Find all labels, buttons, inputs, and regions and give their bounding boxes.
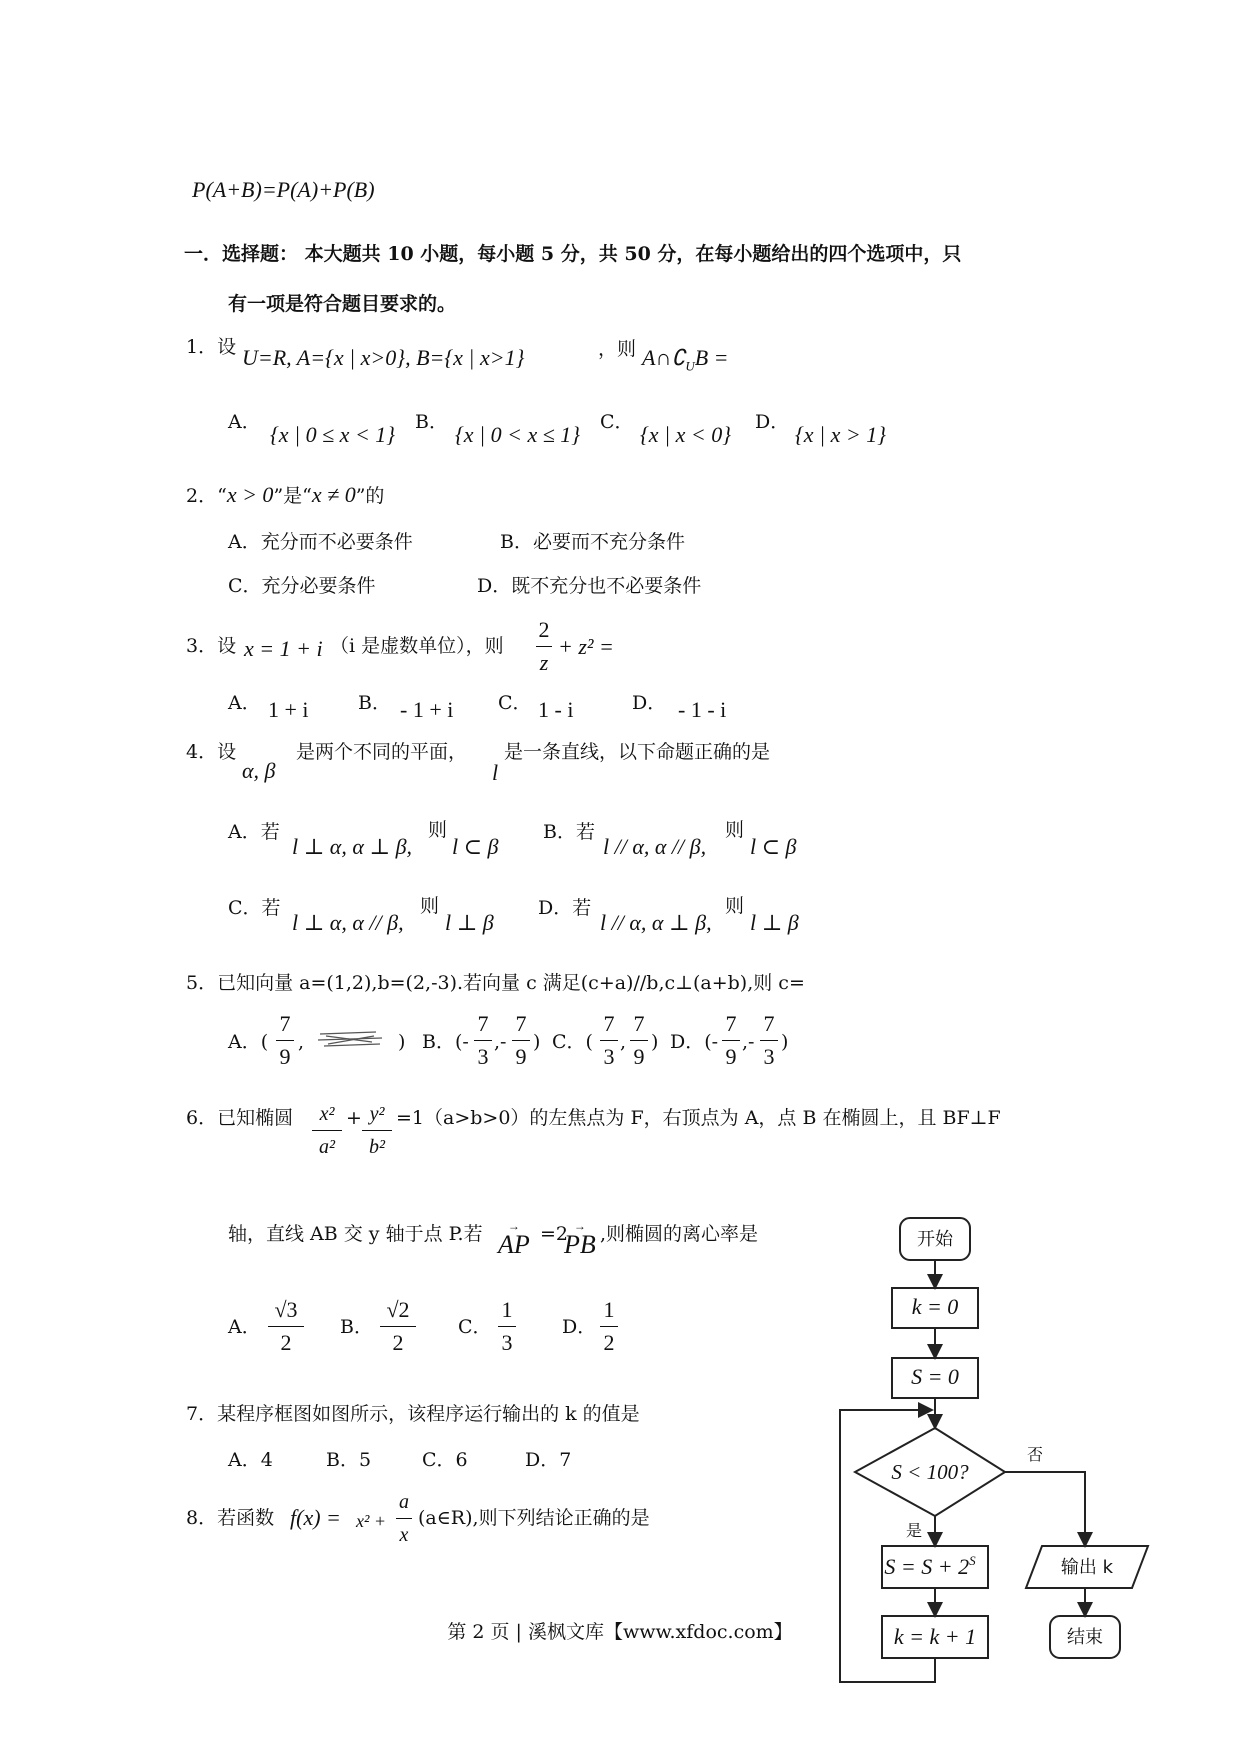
q5-b-n2: 7 [515, 1011, 527, 1036]
q3-paren-text: （i 是虚数单位），则 [330, 635, 504, 657]
q3-tail: + z² = [558, 634, 614, 659]
q1-option-c-label: C． [600, 411, 634, 433]
q6-plus: + [346, 1107, 362, 1129]
q5-a-num: 7 [279, 1011, 291, 1036]
q3-fraction [536, 616, 552, 677]
q4-option-a-concl: l ⊂ β [452, 834, 499, 859]
q6-option-b-label: B． [340, 1316, 373, 1338]
q5-c-bar2 [630, 1040, 648, 1041]
q2-option-b: B．必要而不充分条件 [500, 531, 685, 553]
q4-prefix: 4．设 [186, 741, 237, 763]
q2-mid: ”是“ [273, 485, 312, 507]
q5-b-mid: ,- [494, 1031, 507, 1053]
q5-a-label: A．( [228, 1031, 269, 1053]
page-footer: 第 2 页 | 溪枫文库【www.xfdoc.com】 [447, 1621, 793, 1643]
q1-intersection [642, 345, 729, 374]
q5-a-comma: , [298, 1031, 305, 1053]
q5-c-d1: 3 [603, 1044, 615, 1069]
q5-d-n1: 7 [725, 1011, 737, 1036]
q5-a-scribble [316, 1028, 386, 1052]
section-heading-line2: 有一项是符合题目要求的。 [228, 293, 457, 315]
q5-b-bar2 [512, 1040, 530, 1041]
q2-option-d: D．既不充分也不必要条件 [477, 575, 702, 597]
q6-vector-pb [564, 1219, 596, 1260]
q5-a-bar [276, 1040, 294, 1041]
q3-prefix: 3．设 [186, 635, 237, 657]
q7-question: 7．某程序框图如图所示，该程序运行输出的 k 的值是 [186, 1403, 640, 1425]
q8-fx: f(x) = [290, 1505, 341, 1530]
q1-option-a: {x | 0 ≤ x < 1} [270, 422, 396, 447]
q5-b-frac2 [512, 1010, 530, 1071]
q3-option-b-label: B． [358, 692, 391, 714]
q6-eq: =2 [540, 1223, 569, 1245]
q2-option-c: C．充分必要条件 [228, 575, 376, 597]
q6-vec-pb-text: PB [564, 1230, 596, 1259]
q1-expr-b: B = [694, 345, 729, 370]
flow-update-s-sup: S [969, 1553, 976, 1568]
q6-vector-ap [498, 1219, 530, 1260]
q3-frac-den: z [539, 650, 549, 675]
q3-frac-bar [536, 646, 552, 647]
q4-option-b-cond: l // α, α // β, [603, 834, 707, 859]
q4-option-b-label: B．若 [543, 821, 595, 843]
q4-option-c-then: 则 [420, 895, 440, 917]
q1-option-a-label: A． [228, 411, 261, 433]
q5-d-frac2 [760, 1010, 778, 1071]
q5-d-mid: ,- [742, 1031, 755, 1053]
q2-expr1: x > 0 [226, 482, 274, 507]
q4-option-b-concl: l ⊂ β [750, 834, 797, 859]
flow-update-s-label [884, 1553, 976, 1579]
q6-option-c-label: C． [458, 1316, 492, 1338]
q7-option-d: D．7 [525, 1449, 572, 1471]
q4-option-a-then: 则 [428, 819, 448, 841]
q6-c-den: 3 [501, 1330, 513, 1355]
q1-option-d-label: D． [755, 411, 790, 433]
q7-option-c: C．6 [422, 1449, 468, 1471]
q1-option-d: {x | x > 1} [795, 422, 887, 447]
q5-d-n2: 7 [763, 1011, 775, 1036]
q6-line2b: ,则椭圆的离心率是 [600, 1223, 759, 1245]
q8-frac [396, 1488, 412, 1549]
q1-option-c: {x | x < 0} [640, 422, 732, 447]
q4-option-c-concl: l ⊥ β [445, 910, 494, 935]
q6-text: =1（a>b>0）的左焦点为 F，右顶点为 A，点 B 在椭圆上，且 BF⊥F [396, 1107, 1001, 1129]
q6-option-a-label: A． [228, 1316, 261, 1338]
q8-text: (a∈R),则下列结论正确的是 [418, 1507, 650, 1529]
flow-update-k-label: k = k + 1 [893, 1624, 977, 1649]
q3-option-d-label: D． [632, 692, 667, 714]
flow-k0-label: k = 0 [911, 1294, 959, 1319]
q5-d-close: ) [781, 1031, 789, 1053]
q5-c-close: ) [651, 1031, 659, 1053]
q8-frac-num: a [399, 1491, 409, 1513]
q6-frac-y-bar [362, 1130, 392, 1131]
section-heading-line1: 一．选择题： 本大题共 10 小题，每小题 5 分，共 50 分，在每小题给出的四个选项中，只 [184, 243, 962, 265]
q3-frac-num: 2 [538, 617, 550, 642]
q6-vec-arrow-1: → [507, 1219, 520, 1233]
q6-d-num: 1 [603, 1297, 615, 1322]
q5-c-d2: 9 [633, 1044, 645, 1069]
q6-frac-y-den: b² [369, 1136, 385, 1158]
q5-c-n1: 7 [603, 1011, 615, 1036]
q3-z-def: x = 1 + i [244, 636, 323, 661]
q5-c-n2: 7 [633, 1011, 645, 1036]
q5-c-frac2 [630, 1010, 648, 1071]
q4-option-b-then: 则 [725, 819, 745, 841]
q6-d-bar [600, 1326, 618, 1327]
q3-option-a: 1 + i [268, 697, 309, 722]
flow-end-label: 结束 [1067, 1627, 1103, 1648]
q4-option-d-then: 则 [725, 895, 745, 917]
flow-output-label: 输出 k [1060, 1557, 1114, 1578]
q5-d-bar2 [760, 1040, 778, 1041]
q4-option-d-label: D．若 [538, 897, 592, 919]
q5-question: 5．已知向量 a=(1,2),b=(2,-3).若向量 c 满足(c+a)//b,c⊥(a+b),则 c= [186, 972, 805, 994]
q1-option-b-label: B． [415, 411, 448, 433]
q6-option-d-label: D． [562, 1316, 597, 1338]
q5-b-d2: 9 [515, 1044, 527, 1069]
q2-line [186, 483, 384, 508]
q6-option-d-frac [600, 1296, 618, 1357]
q4-text2: 是一条直线，以下命题正确的是 [504, 741, 771, 763]
q5-b-bar1 [474, 1040, 492, 1041]
flow-start-label: 开始 [917, 1229, 953, 1250]
q8-prefix: 8．若函数 [186, 1507, 275, 1529]
q6-frac-x-den: a² [319, 1136, 335, 1158]
q5-d-label: D．(- [670, 1031, 719, 1053]
q5-d-frac1 [722, 1010, 740, 1071]
flow-s0-label: S = 0 [911, 1364, 959, 1389]
q4-option-d-cond: l // α, α ⊥ β, [600, 910, 712, 935]
q4-option-a-cond: l ⊥ α, α ⊥ β, [292, 834, 413, 859]
q5-c-bar1 [600, 1040, 618, 1041]
q5-a-frac [276, 1010, 294, 1071]
q6-frac-x-num: x² [319, 1103, 335, 1125]
q6-option-b-frac [380, 1296, 416, 1357]
q6-option-c-frac [498, 1296, 516, 1357]
q5-b-d1: 3 [477, 1044, 489, 1069]
q4-option-d-concl: l ⊥ β [750, 910, 799, 935]
q4-option-c-label: C．若 [228, 897, 281, 919]
q7-option-b: B．5 [326, 1449, 372, 1471]
q5-a-den: 9 [279, 1044, 291, 1069]
q6-b-num: √2 [386, 1297, 410, 1322]
q4-option-c-cond: l ⊥ α, α // β, [292, 910, 404, 935]
flow-yes-label: 是 [905, 1521, 923, 1540]
q5-b-label: B．(- [422, 1031, 469, 1053]
top-formula: P(A+B)=P(A)+P(B) [192, 177, 375, 202]
flow-cond-label: S < 100? [891, 1460, 969, 1484]
q2-option-a: A．充分而不必要条件 [228, 531, 413, 553]
q5-d-bar1 [722, 1040, 740, 1041]
q6-frac-x-bar [312, 1130, 342, 1131]
q6-line2a: 轴，直线 AB 交 y 轴于点 P.若 [228, 1223, 483, 1245]
q5-a-close: ) [398, 1031, 406, 1053]
q5-d-d2: 3 [763, 1044, 775, 1069]
q1-sets: U=R, A={x | x>0}, B={x | x>1} [242, 345, 525, 370]
q3-option-b: - 1 + i [400, 697, 454, 722]
q4-option-a-label: A．若 [228, 821, 280, 843]
q6-frac-y-num: y² [369, 1103, 385, 1125]
flow-edge-no [1005, 1472, 1085, 1544]
flow-no-label: 否 [1026, 1445, 1044, 1464]
q4-planes: α, β [242, 758, 276, 783]
q6-c-num: 1 [501, 1297, 513, 1322]
q6-frac-y [362, 1100, 392, 1161]
q5-c-frac1 [600, 1010, 618, 1071]
q2-num: 2． [186, 485, 218, 507]
q8-frac-bar [396, 1518, 412, 1519]
q7-option-a: A．4 [228, 1449, 273, 1471]
q6-c-bar [498, 1326, 516, 1327]
q5-c-mid: , [620, 1031, 627, 1053]
q3-option-a-label: A． [228, 692, 261, 714]
q2-close: ”的 [355, 485, 385, 507]
q1-option-b: {x | 0 < x ≤ 1} [455, 422, 581, 447]
q6-a-num: √3 [274, 1297, 298, 1322]
q5-b-n1: 7 [477, 1011, 489, 1036]
q8-frac-den: x [399, 1524, 409, 1546]
q3-option-c-label: C． [498, 692, 532, 714]
q6-frac-x [312, 1100, 342, 1161]
q6-option-a-frac [268, 1296, 304, 1357]
q6-vec-ap-text: AP [498, 1230, 530, 1259]
q1-expr-a: A∩∁ [642, 345, 686, 370]
q1-prefix: 1．设 [186, 336, 237, 358]
q6-b-den: 2 [392, 1330, 404, 1355]
q6-d-den: 2 [603, 1330, 615, 1355]
q5-c-label: C．( [552, 1031, 593, 1053]
q1-sub-u: U [685, 358, 695, 374]
q5-b-frac1 [474, 1010, 492, 1071]
q6-a-bar [268, 1326, 304, 1327]
flow-update-s-main: S = S + 2 [884, 1554, 970, 1579]
q6-vec-arrow-2: → [573, 1219, 586, 1233]
q4-line-l: l [492, 760, 499, 785]
q4-text1: 是两个不同的平面， [296, 741, 468, 763]
q6-prefix: 6．已知椭圆 [186, 1107, 294, 1129]
q1-then: ，则 [598, 338, 637, 360]
q8-x2: x² + [356, 1511, 387, 1531]
q3-option-d: - 1 - i [678, 697, 727, 722]
q2-expr2: x ≠ 0 [311, 482, 356, 507]
q6-b-bar [380, 1326, 416, 1327]
q6-a-den: 2 [280, 1330, 292, 1355]
q5-d-d1: 9 [725, 1044, 737, 1069]
q3-option-c: 1 - i [538, 697, 574, 722]
q2-open: “ [217, 485, 227, 507]
q5-b-close: ) [533, 1031, 541, 1053]
